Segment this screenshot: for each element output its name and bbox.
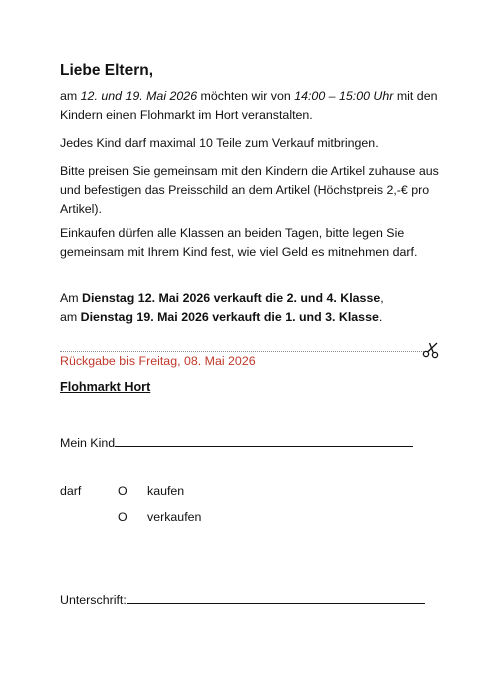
schedule-line-1 xyxy=(60,289,440,308)
text: Am xyxy=(60,291,83,305)
schedule-bold: Dienstag 19. Mai 2026 verkauft die 1. und 3. Klasse xyxy=(80,310,379,324)
scissors-icon xyxy=(422,341,440,359)
option-sell-circle[interactable]: O xyxy=(118,510,128,524)
option-sell-label: verkaufen xyxy=(147,510,202,524)
child-name-field[interactable] xyxy=(60,432,413,450)
paragraph-pricing: Bitte preisen Sie gemeinsam mit den Kindern die Artikel zuhause aus und befestigen das Preisschild an dem Artikel (Höchstpreis 2,-€ pro Artikel). xyxy=(60,164,439,216)
paragraph-shopping: Einkaufen dürfen alle Klassen an beiden Tagen, bitte legen Sie gemeinsam mit Ihrem Kind fest, wie viel Geld es mitnehmen darf. xyxy=(60,226,418,259)
text: möchten wir von xyxy=(197,89,295,103)
option-buy-circle[interactable]: O xyxy=(118,484,128,498)
darf-label: darf xyxy=(60,484,82,498)
signature-line[interactable] xyxy=(127,589,425,604)
text: mit den Kindern einen Flohmarkt im Hort veranstalten. xyxy=(60,89,438,122)
signature-label: Unterschrift: xyxy=(60,593,127,607)
text: am xyxy=(60,89,81,103)
text: , xyxy=(380,291,384,305)
child-name-line[interactable] xyxy=(115,432,413,447)
paragraph-dates xyxy=(60,87,440,125)
schedule-bold: Dienstag 12. Mai 2026 verkauft die 2. und 4. Klasse xyxy=(82,291,381,305)
return-deadline: Rückgabe bis Freitag, 08. Mai 2026 xyxy=(60,354,256,368)
signature-field[interactable] xyxy=(60,589,425,607)
cut-line xyxy=(60,351,424,352)
paragraph-schedule xyxy=(60,289,440,327)
paragraph-items-limit: Jedes Kind darf maximal 10 Teile zum Verkauf mitbringen. xyxy=(60,136,379,150)
slip-title: Flohmarkt Hort xyxy=(60,380,151,394)
schedule-line-2 xyxy=(60,308,440,327)
text: . xyxy=(378,310,383,324)
child-label: Mein Kind xyxy=(60,436,116,450)
option-buy-label: kaufen xyxy=(147,484,185,498)
event-dates: 12. und 19. Mai 2026 xyxy=(80,89,198,103)
text: am xyxy=(60,310,81,324)
greeting: Liebe Eltern, xyxy=(60,62,154,79)
event-time: 14:00 – 15:00 Uhr xyxy=(294,89,394,103)
